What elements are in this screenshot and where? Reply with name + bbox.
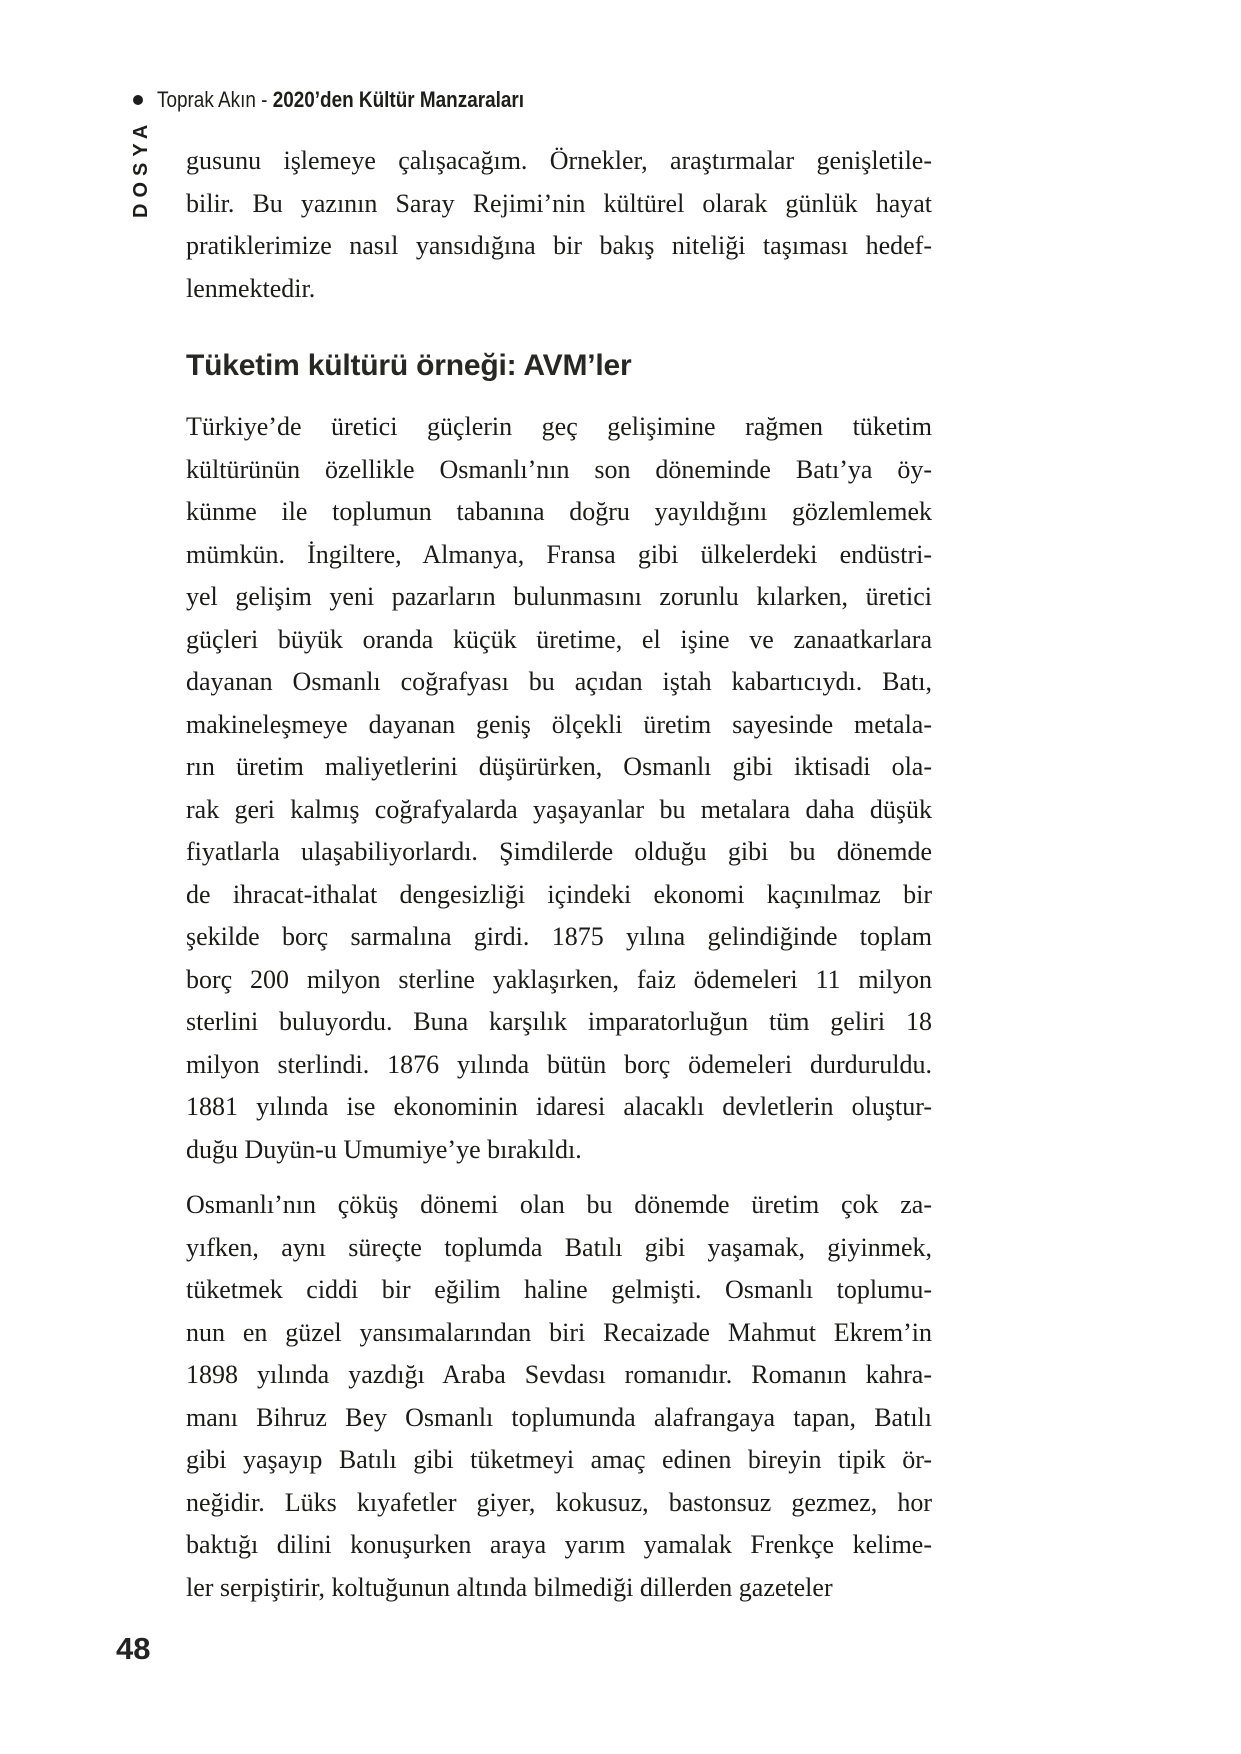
text-line: şekilde borç sarmalına girdi. 1875 yılına gelindiğinde toplam — [186, 922, 932, 951]
text-line: 1898 yılında yazdığı Araba Sevdası romanıdır. Romanın kahra- — [186, 1360, 932, 1389]
bullet-icon — [133, 95, 143, 105]
text-line: mümkün. İngiltere, Almanya, Fransa gibi ülkelerdeki endüstri- — [186, 539, 932, 569]
text-line: neğidir. Lüks kıyafetler giyer, kokusuz, bastonsuz gezmez, hor — [186, 1487, 932, 1517]
text-line: yel gelişim yeni pazarların bulunmasını zorunlu kılarken, üretici — [186, 582, 932, 611]
text-line: pratiklerimize nasıl yansıdığına bir bakış niteliği taşıması hedef- — [186, 231, 932, 260]
paragraph-intro — [186, 140, 932, 310]
text-line: gibi yaşayıp Batılı gibi tüketmeyi amaç edinen bireyin tipik ör- — [186, 1445, 932, 1474]
text-line: duğu Duyün-u Umumiye’ye bırakıldı. — [186, 1134, 582, 1164]
text-line: borç 200 milyon sterline yaklaşırken, faiz ödemeleri 11 milyon — [186, 964, 932, 994]
header-separator: - — [261, 87, 268, 112]
text-line: Osmanlı’nın çöküş dönemi olan bu dönemde üretim çok za- — [186, 1190, 932, 1219]
running-header — [133, 88, 584, 112]
text-line: 1881 yılında ise ekonominin idaresi alacaklı devletlerin oluştur- — [186, 1092, 932, 1121]
text-line: kültürünün özellikle Osmanlı’nın son döneminde Batı’ya öy- — [186, 454, 932, 484]
text-line: fiyatlarla ulaşabiliyorlardı. Şimdilerde olduğu gibi bu dönemde — [186, 837, 932, 866]
text-line: manı Bihruz Bey Osmanlı toplumunda alafrangaya tapan, Batılı — [186, 1402, 932, 1432]
text-line: dayanan Osmanlı coğrafyası bu açıdan iştah kabartıcıydı. Batı, — [186, 667, 932, 696]
text-line: milyon sterlindi. 1876 yılında bütün borç ödemeleri durduruldu. — [186, 1049, 932, 1079]
text-line: makineleşmeye dayanan geniş ölçekli üretim sayesinde metala- — [186, 709, 932, 739]
running-header-text — [157, 88, 524, 112]
page-number: 48 — [116, 1631, 151, 1666]
text-line: yıfken, aynı süreçte toplumda Batılı gibi yaşamak, giyinmek, — [186, 1232, 932, 1262]
text-line: sterlini buluyordu. Buna karşılık imparatorluğun tüm geliri 18 — [186, 1007, 932, 1036]
header-author: Toprak Akın — [157, 87, 256, 112]
paragraph-ottoman-decline — [186, 1184, 932, 1609]
text-line: güçleri büyük oranda küçük üretime, el işine ve zanaatkarlara — [186, 624, 932, 654]
text-line: bilir. Bu yazının Saray Rejimi’nin kültürel olarak günlük hayat — [186, 188, 932, 218]
text-line: künme ile toplumun tabanına doğru yayıldığını gözlemlemek — [186, 497, 932, 526]
header-book-title: 2020’den Kültür Manzaraları — [272, 87, 525, 112]
text-line: baktığı dilini konuşurken araya yarım yamalak Frenkçe kelime- — [186, 1530, 932, 1559]
paragraph-consumption-history — [186, 406, 932, 1171]
text-line: rak geri kalmış coğrafyalarda yaşayanlar bu metalara daha düşük — [186, 794, 932, 824]
sidebar-section-label: DOSYA — [130, 118, 152, 218]
section-heading: Tüketim kültürü örneği: AVM’ler — [186, 349, 632, 382]
text-line: nun en güzel yansımalarından biri Recaizade Mahmut Ekrem’in — [186, 1317, 932, 1347]
text-line: lenmektedir. — [186, 273, 316, 303]
text-line: ler serpiştirir, koltuğunun altında bilmediği dillerden gazeteler — [186, 1572, 833, 1602]
text-line: rın üretim maliyetlerini düşürürken, Osmanlı gibi iktisadi ola- — [186, 752, 932, 781]
text-line: tüketmek ciddi bir eğilim haline gelmişti. Osmanlı toplumu- — [186, 1275, 932, 1304]
text-column — [186, 140, 932, 1609]
text-line: gusunu işlemeye çalışacağım. Örnekler, araştırmalar genişletile- — [186, 146, 932, 175]
text-line: Türkiye’de üretici güçlerin geç gelişimine rağmen tüketim — [186, 412, 932, 441]
text-line: de ihracat-ithalat dengesizliği içindeki ekonomi kaçınılmaz bir — [186, 879, 932, 909]
